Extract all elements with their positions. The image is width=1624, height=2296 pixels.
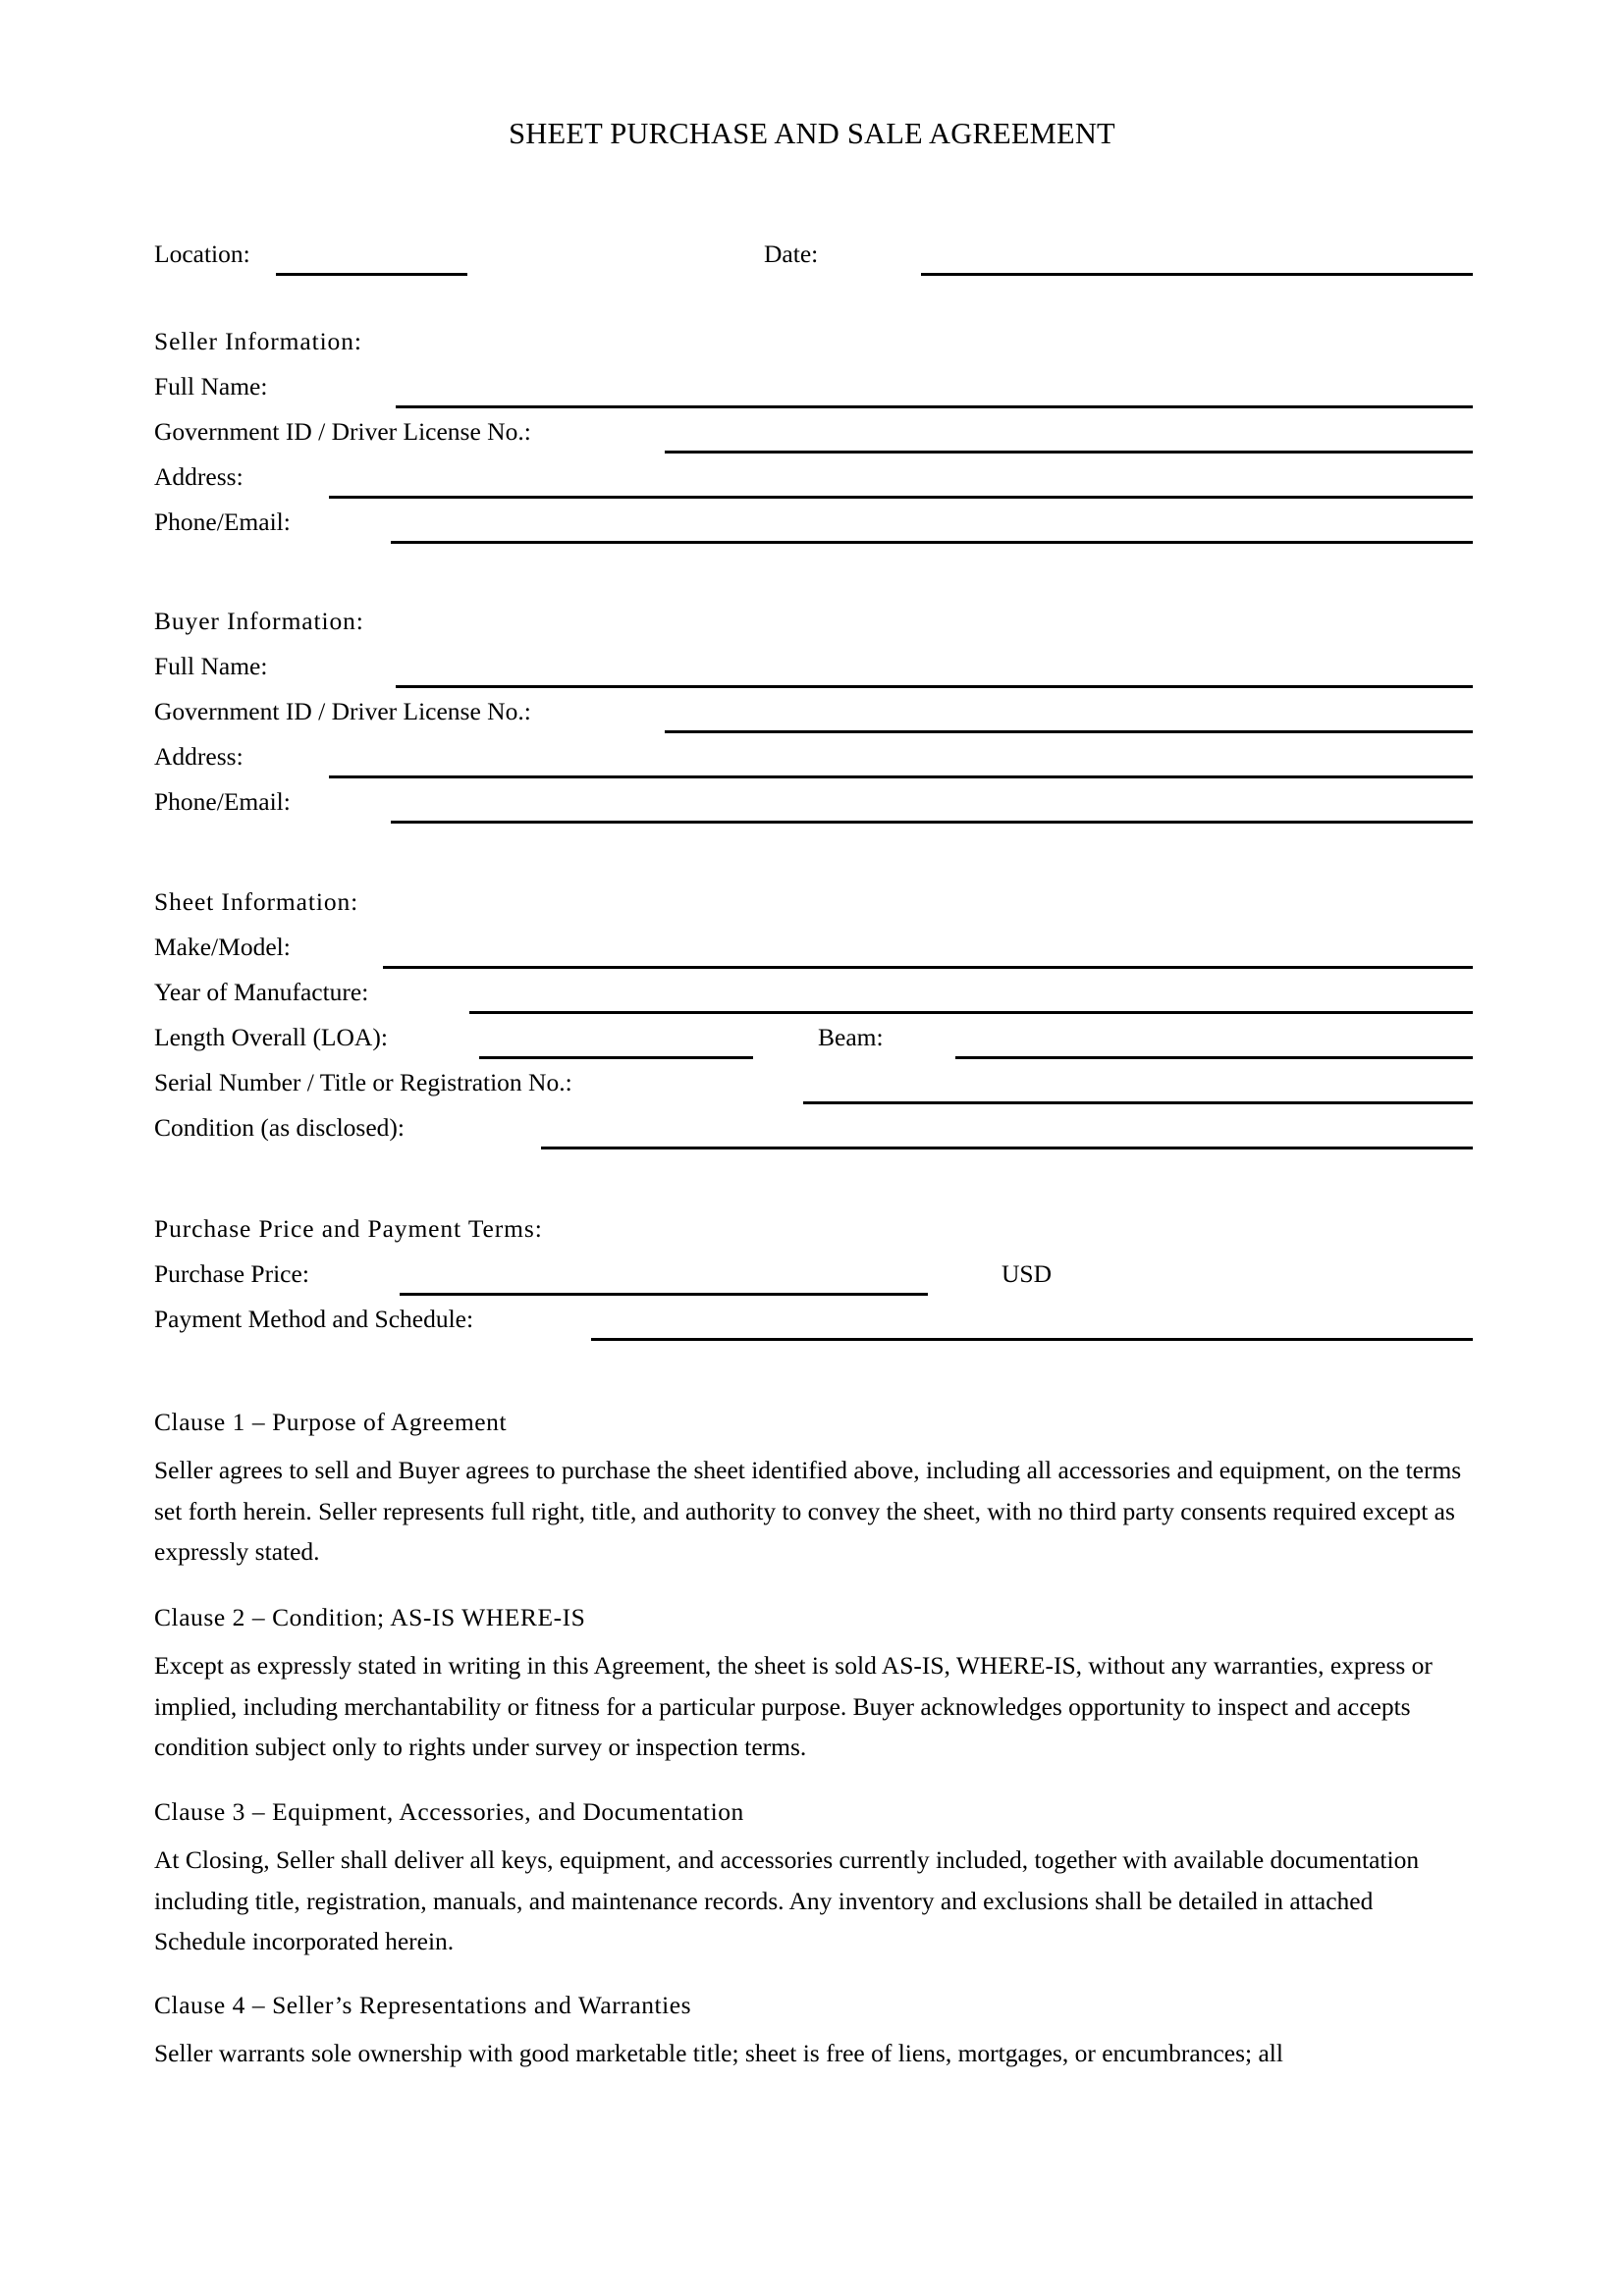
clause-3-heading: Clause 3 – Equipment, Accessories, and Documentation (154, 1797, 744, 1826)
date-input-rule[interactable] (921, 273, 1473, 276)
location-label: Location: (154, 240, 250, 268)
clause-2-heading: Clause 2 – Condition; AS-IS WHERE-IS (154, 1603, 586, 1631)
seller-phone-email-label: Phone/Email: (154, 507, 291, 536)
beam-label: Beam: (818, 1023, 884, 1051)
seller-address-rule[interactable] (329, 496, 1473, 499)
payment-method-label: Payment Method and Schedule: (154, 1305, 474, 1333)
buyer-full-name-label: Full Name: (154, 652, 268, 680)
clause-4-heading: Clause 4 – Seller’s Representations and Warranties (154, 1991, 692, 2019)
price-terms-heading: Purchase Price and Payment Terms: (154, 1214, 543, 1243)
make-model-label: Make/Model: (154, 933, 291, 961)
year-of-manufacture-rule[interactable] (469, 1011, 1473, 1014)
clause-2-body: Except as expressly stated in writing in this Agreement, the sheet is sold AS-IS, WHERE-IS, without any warranties, express or implied, including merchantability or fitness for a particular purpose. Buyer acknowledges opportunity to inspect and accepts condition subject only to rights under survey or inspection terms. (154, 1651, 1433, 1761)
beam-rule[interactable] (955, 1056, 1473, 1059)
buyer-address-rule[interactable] (329, 775, 1473, 778)
make-model-rule[interactable] (383, 966, 1473, 969)
sheet-section-heading: Sheet Information: (154, 887, 359, 916)
buyer-gov-id-rule[interactable] (665, 730, 1473, 733)
seller-full-name-rule[interactable] (396, 405, 1473, 408)
condition-label: Condition (as disclosed): (154, 1113, 405, 1142)
purchase-price-label: Purchase Price: (154, 1259, 309, 1288)
buyer-address-label: Address: (154, 742, 244, 771)
loa-rule[interactable] (479, 1056, 753, 1059)
seller-gov-id-rule[interactable] (665, 451, 1473, 454)
buyer-phone-email-rule[interactable] (391, 821, 1473, 824)
serial-number-label: Serial Number / Title or Registration No.: (154, 1068, 572, 1096)
seller-section-heading: Seller Information: (154, 327, 362, 355)
seller-full-name-label: Full Name: (154, 372, 268, 400)
purchase-price-rule[interactable] (400, 1293, 928, 1296)
clause-4-body: Seller warrants sole ownership with good marketable title; sheet is free of liens, mortgages, or encumbrances; all (154, 2039, 1283, 2067)
payment-method-rule[interactable] (591, 1338, 1473, 1341)
location-input-rule[interactable] (276, 273, 467, 276)
seller-phone-email-rule[interactable] (391, 541, 1473, 544)
currency-label: USD (1001, 1259, 1053, 1288)
clause-1-body: Seller agrees to sell and Buyer agrees to purchase the sheet identified above, including all accessories and equipment, on the terms set forth herein. Seller represents full right, title, and authority to convey the sheet, with no third party consents required except as expressly stated. (154, 1456, 1462, 1566)
loa-label: Length Overall (LOA): (154, 1023, 388, 1051)
buyer-gov-id-label: Government ID / Driver License No.: (154, 697, 531, 725)
buyer-full-name-rule[interactable] (396, 685, 1473, 688)
date-label: Date: (764, 240, 819, 268)
serial-number-rule[interactable] (803, 1101, 1473, 1104)
clause-3-body: At Closing, Seller shall deliver all keys, equipment, and accessories currently included, together with available documentation including title, registration, manuals, and maintenance records. Any inventory and exclusions shall be detailed in attached Schedule incorporated herein. (154, 1845, 1420, 1955)
condition-rule[interactable] (541, 1147, 1473, 1149)
seller-gov-id-label: Government ID / Driver License No.: (154, 417, 531, 446)
seller-address-label: Address: (154, 462, 244, 491)
clause-1-heading: Clause 1 – Purpose of Agreement (154, 1408, 508, 1436)
year-of-manufacture-label: Year of Manufacture: (154, 978, 369, 1006)
buyer-phone-email-label: Phone/Email: (154, 787, 291, 816)
page-title: SHEET PURCHASE AND SALE AGREEMENT (509, 117, 1115, 150)
buyer-section-heading: Buyer Information: (154, 607, 364, 635)
